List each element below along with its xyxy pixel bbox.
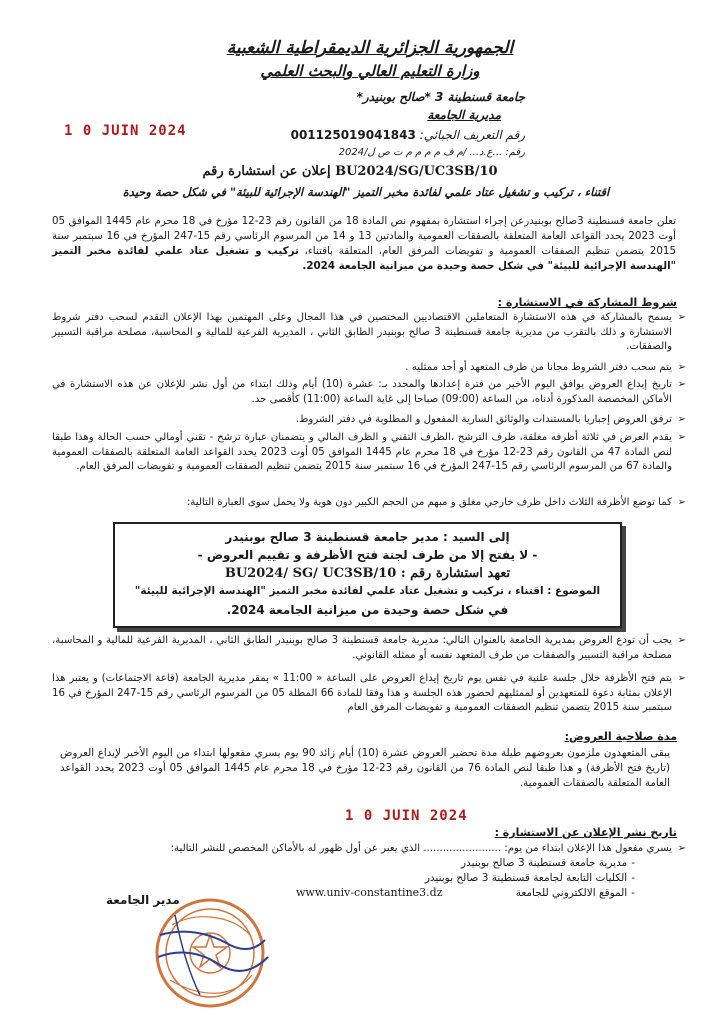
announcement-title: إعلان عن استشارة رقم BU2024/SG/UC3SB/10 xyxy=(202,164,498,179)
participation-heading: شروط المشاركة في الاستشارة : xyxy=(497,296,677,309)
participation-item: ➢ تاريخ إيداع العروض يوافق اليوم الأخير من فترة إعدادها والمحدد بـ: عشرة (10) أيام وذلك ابتداء من أول نشر للإعلان عن هذه الاستشارة في الأماكن المخصصة المذكورة أدناه، من الساعة (09:00) صباحا إلى غاية الساعة (11:00) كأقصى حد. xyxy=(52,378,672,407)
publication-heading: تاريخ نشر الإعلان عن الاستشارة : xyxy=(494,826,677,839)
announcement-subject: اقتناء ، تركيب و تشغيل عتاد علمي لفائدة مخبر التميز "الهندسة الإجرائية للبيئة" في شكل حصة وحيدة xyxy=(122,185,610,199)
delivery-item: ➢ يجب أن تودع العروض بمديرية الجامعة بالعنوان التالي: مديرية جامعة قسنطينة 3 صالح بوبنيدر الطابق الثاني ، المديرية الفرعية للمالية و المحاسبة، مصلحة مراقبة التسيير والصفقات من طرف المتعهد نفسه أو ممثله القانوني. xyxy=(52,634,672,663)
envelope-subject-cont: في شكل حصة وحيدة من ميزانية الجامعة 2024. xyxy=(226,603,509,617)
ministry-header: وزارة التعليم العالي والبحث العلمي xyxy=(260,62,480,80)
validity-text: يبقى المتعهدون ملزمون بعروضهم طيلة مدة تحضير العروض عشرة (10) أيام زائد 90 يوم يسري مفعولها ابتداء من اليوم الأخير لإيداع العروض (تاريخ فتح الأظرفة) و هذا طبقا لنص المادة 76 من القانون رقم 23-12 مؤرخ في 18 محرم عام 1445 الموافق 05 أوت 2023 يحدد القواعد العامة المتعلقة بالصفقات العمومية. xyxy=(60,747,670,789)
intro-text-bold: تركيب و تشغيل عتاد علمي لفائدة مخبر التميز "الهندسة الإجرائية للبيئة" في شكل حصة وحيدة من ميزانية الجامعة 2024. xyxy=(52,245,676,272)
envelope-consultation-number: تعهد استشارة رقم : BU2024/ SG/ UC3SB/10 xyxy=(224,566,511,581)
publication-place: - الكليات التابعة لجامعة قسنطينة 3 صالح بوبنيدر xyxy=(425,872,635,884)
intro-paragraph xyxy=(52,214,676,274)
date-stamp-top: 1 0 JUIN 2024 xyxy=(64,123,187,139)
participation-item: ➢ يقدم العرض في ثلاثة أظرفه مغلقة، ظرف الترشح ،الظرف التقني و الظرف المالي و يتضمنان عبارة ترشح - تقني أومالي حسب الحالة وهذا طبقا لنص المادة 47 من القانون رقم 23-12 مؤرخ في 18 محرم عام 1445 الموافق 05 أوت 2023 يحدد القواعد العامة المتعلقة بالصفقات العمومية والمادة 67 من المرسوم الرئاسي رقم 15-247 المؤرخ في 16 سبتمبر سنة 2015 يتضمن تنظيم الصفقات العمومية و تفويضات المرفق العام. xyxy=(52,431,672,475)
tax-id-value: 001125019041843 xyxy=(290,128,416,142)
tax-id-label: رقم التعريف الجبائي: xyxy=(419,128,525,142)
participation-item: ➢ ترفق العروض إجباريا بالمستندات والوثائق السارية المفعول و المطلوبة في دفتر الشروط. xyxy=(52,413,672,428)
publication-place: - الموقع الالكتروني للجامعة xyxy=(516,887,635,899)
validity-heading: مدة صلاحية العروض: xyxy=(564,730,677,743)
republic-header: الجمهورية الجزائرية الديمقراطية الشعبية xyxy=(226,38,514,58)
reference-line: رقم: ...ع.د... /م ف م م م م ت ص ل/2024 xyxy=(338,147,525,158)
intro-text: تعلن جامعة قسنطينة 3صالح بوبنيدرعن إجراء استشارة بمفهوم نص المادة 18 من القانون رقم 23-12 مؤرخ في 18 محرم عام 1445 الموافق 05 أوت 2023 يحدد القواعد العامة المتعلقة بالصفقات العمومية والمادتين 13 و 14 من المرسوم الرئاسي رقم 15-247 المؤرخ في 16 سبتمبر سنة 2015 يتضمن تنظيم الصفقات العمومية و تفويضات المرفق العام، المتعلقة باقتناء، xyxy=(52,215,677,257)
participation-item: ➢ كما توضع الأظرفة الثلاث داخل ظرف خارجي مغلق و مبهم من الحجم الكبير دون هوية ولا يحمل سوى العبارة التالية: xyxy=(52,496,672,511)
delivery-item: ➢ يتم فتح الأظرفة خلال جلسة علنية في نفس يوم تاريخ إيداع العروض على الساعة « 11:00 » بمقر مديرية الجامعة (قاعة الاجتماعات) و يعتبر هذا الإعلان بمثابة دعوة للمتعهدين أو لممثليهم لحضور هذه الجلسة و هذا وفقا للمادة 66 المطلة 05 من المرسوم الرئاسي رقم 15-247 المؤرخ في 16 سبتمبر سنة 2015 يتضمن تنظيم الصفقات العمومية و تفويضات المرفق العام xyxy=(52,672,672,716)
publication-place: - مديرية جامعة قسنطينة 3 صالح بوبنيدر xyxy=(461,857,635,869)
participation-item: ➢ يسمح بالمشاركة في هذه الاستشارة المتعاملين الاقتصاديين المختصين في هذا المجال وعلى المهتمين بهذا الإعلان التقدم لسحب دفتر شروط الاستشارة و ذلك بالتقرب من مديرية جامعة قسنطينة 3 صالح بوبنيدر الطابق الثاني ، المديرية الفرعية للمالية و المحاسبة، مصلحة مراقبة التسيير والصفقات. xyxy=(52,311,672,355)
envelope-addressee: إلى السيد : مدير جامعة قسنطينة 3 صالح بوبنيدر xyxy=(225,530,510,544)
envelope-warning: - لا يفتح إلا من طرف لجنة فتح الأظرفة و تقييم العروض - xyxy=(197,548,538,562)
university-name: جامعة قسنطينة 3 *صالح بوبنيدر* xyxy=(356,90,525,104)
directorate-name: مديرية الجامعة xyxy=(427,108,501,122)
envelope-subject: الموضوع : اقتناء ، تركيب و تشغيل عتاد علمي لفائدة مخبر التميز "الهندسة الإجرائية للبيئة" xyxy=(134,585,601,597)
participation-item: ➢ يتم سحب دفتر الشروط مجانا من طرف المتعهد أو أحد ممثليه . xyxy=(52,361,672,376)
publication-text: ➢ يسري مفعول هذا الإعلان ابتداء من يوم: ........................ الذي يعبر عن أول ظهور له بالأماكن المخصص للنشر التالية: xyxy=(52,842,672,857)
signatory-title: مدير الجامعة xyxy=(106,893,180,907)
date-stamp-bottom: 1 0 JUIN 2024 xyxy=(345,808,468,824)
university-website-link[interactable]: www.univ-constantine3.dz xyxy=(296,886,443,899)
envelope-label-box xyxy=(113,522,622,628)
official-seal-icon xyxy=(150,895,270,1010)
tax-id xyxy=(291,128,525,142)
